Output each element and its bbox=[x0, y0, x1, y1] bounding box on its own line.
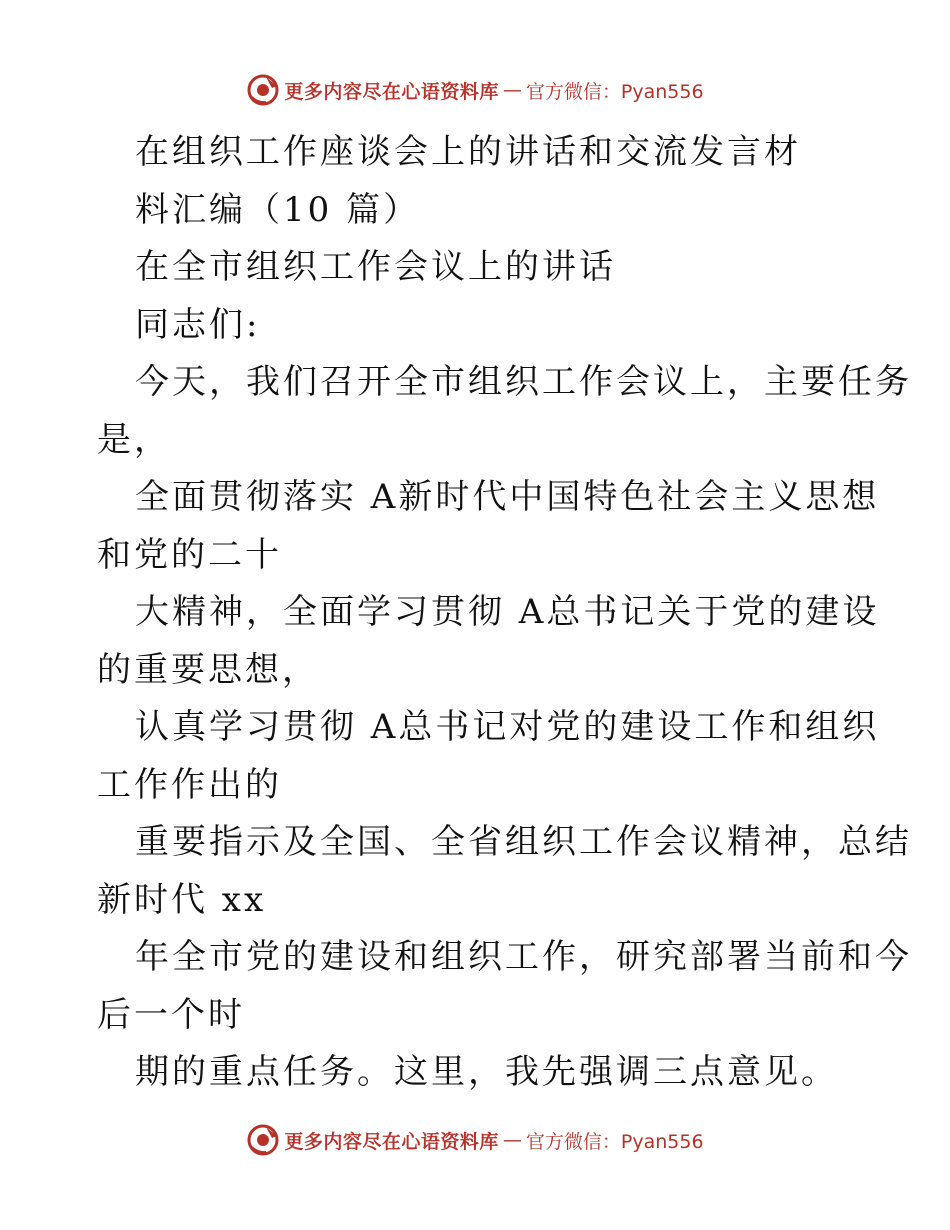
text-line: 后一个时 bbox=[97, 994, 245, 1035]
text-line: 同志们: bbox=[135, 304, 261, 345]
text-line: 新时代 xx bbox=[97, 879, 267, 920]
text-line: 是， bbox=[97, 419, 171, 460]
text-line: 认真学习贯彻 A总书记对党的建设工作和组织 bbox=[135, 707, 880, 747]
text-line: 在全市组织工作会议上的讲话 bbox=[135, 247, 616, 287]
text-line: 和党的二十 bbox=[97, 534, 282, 575]
text-line: 工作作出的 bbox=[97, 764, 282, 805]
text-line: 重要指示及全国、全省组织工作会议精神，总结 bbox=[135, 822, 912, 862]
banner-wechat: 官方微信：Pyan556 bbox=[525, 80, 704, 103]
text-line: 期的重点任务。这里，我先强调三点意见。 bbox=[135, 1052, 838, 1092]
text-line: 全面贯彻落实 A新时代中国特色社会主义思想 bbox=[135, 477, 880, 517]
header-banner bbox=[0, 70, 950, 110]
banner-wechat: 官方微信：Pyan556 bbox=[525, 1130, 704, 1153]
text-line: 料汇编（10 篇） bbox=[135, 189, 421, 230]
banner-title: 更多内容尽在心语资料库 bbox=[284, 1130, 499, 1153]
footer-banner bbox=[0, 1120, 950, 1160]
banner-dash: — bbox=[502, 79, 522, 101]
text-line: 的重要思想， bbox=[97, 649, 319, 690]
logo-icon bbox=[246, 1123, 280, 1157]
logo-icon bbox=[246, 73, 280, 107]
document-body bbox=[0, 124, 950, 1102]
banner-dash: — bbox=[502, 1129, 522, 1151]
text-line: 在组织工作座谈会上的讲话和交流发言材 bbox=[135, 132, 801, 172]
text-line: 今天，我们召开全市组织工作会议上，主要任务 bbox=[135, 362, 912, 402]
banner-title: 更多内容尽在心语资料库 bbox=[284, 80, 499, 103]
text-line: 大精神，全面学习贯彻 A总书记关于党的建设 bbox=[135, 592, 880, 632]
text-line: 年全市党的建设和组织工作，研究部署当前和今 bbox=[135, 937, 912, 977]
